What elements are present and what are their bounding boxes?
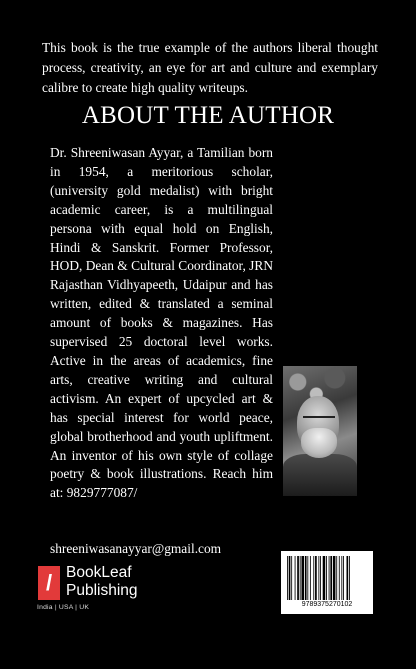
photo-beard xyxy=(301,428,337,458)
barcode-bar xyxy=(323,556,326,600)
barcode-bar xyxy=(313,556,314,600)
photo-glasses xyxy=(303,416,335,424)
isbn-barcode xyxy=(281,551,373,614)
barcode-bar xyxy=(320,556,321,600)
barcode-bar xyxy=(347,556,349,600)
barcode-bar xyxy=(326,556,327,600)
photo-shirt xyxy=(283,454,357,496)
barcode-bar xyxy=(336,556,337,600)
about-author-heading: ABOUT THE AUTHOR xyxy=(81,102,335,129)
barcode-bar xyxy=(307,556,308,600)
publisher-slash-icon: / xyxy=(38,566,60,600)
isbn-number: 9789375270102 xyxy=(301,601,353,608)
barcode-bar xyxy=(343,556,344,600)
barcode-bar xyxy=(287,556,288,600)
barcode-bar xyxy=(305,556,307,600)
barcode-bars xyxy=(287,556,367,600)
publisher-name-line2: Publishing xyxy=(66,582,138,599)
barcode-bar xyxy=(330,556,332,600)
barcode-bar xyxy=(301,556,304,600)
author-email: shreeniwasanayyar@gmail.com xyxy=(50,541,222,556)
publisher-regions: India | USA | UK xyxy=(37,604,90,611)
barcode-bar xyxy=(300,556,301,600)
barcode-bar xyxy=(289,556,291,600)
intro-paragraph: This book is the true example of the authors liberal thought process, creativity, an eye for art and culture and exemplary calibre to create high quality writeups. xyxy=(42,40,378,95)
barcode-bar xyxy=(329,556,330,600)
author-photo xyxy=(283,366,357,496)
publisher-logo xyxy=(38,566,158,614)
author-bio: Dr. Shreeniwasan Ayyar, a Tamilian born in 1954, a meritorious scholar, (university gold medalist) with bright academic career, is a multilingual persona with equal hold on English, Hindi & Sanskrit. Former Professor, HOD, Dean & Cultural Coordinator, JRN Rajasthan Vidhyapeeth, Udaipur and has written, edited & translated a seminal amount of books & magazines. Has supervised 25 doctoral level works. Active in the areas of academics, fine arts, creative writing and cultural activism. An expert of upcycled art & has special interest for world peace, global brotherhood and youth upliftment. An inventor of his own style of collage poetry & book illustrations. Reach him at: 9829777087/ xyxy=(50,145,273,501)
publisher-name xyxy=(66,564,138,600)
barcode-bar xyxy=(297,556,299,600)
barcode-bar xyxy=(310,556,311,600)
publisher-name-line1: BookLeaf xyxy=(66,564,132,581)
barcode-bar xyxy=(333,556,336,600)
barcode-bar xyxy=(341,556,342,600)
barcode-bar xyxy=(349,556,350,600)
barcode-bar xyxy=(315,556,317,600)
barcode-bar xyxy=(291,556,292,600)
barcode-bar xyxy=(339,556,340,600)
barcode-bar xyxy=(295,556,296,600)
barcode-bar xyxy=(318,556,319,600)
